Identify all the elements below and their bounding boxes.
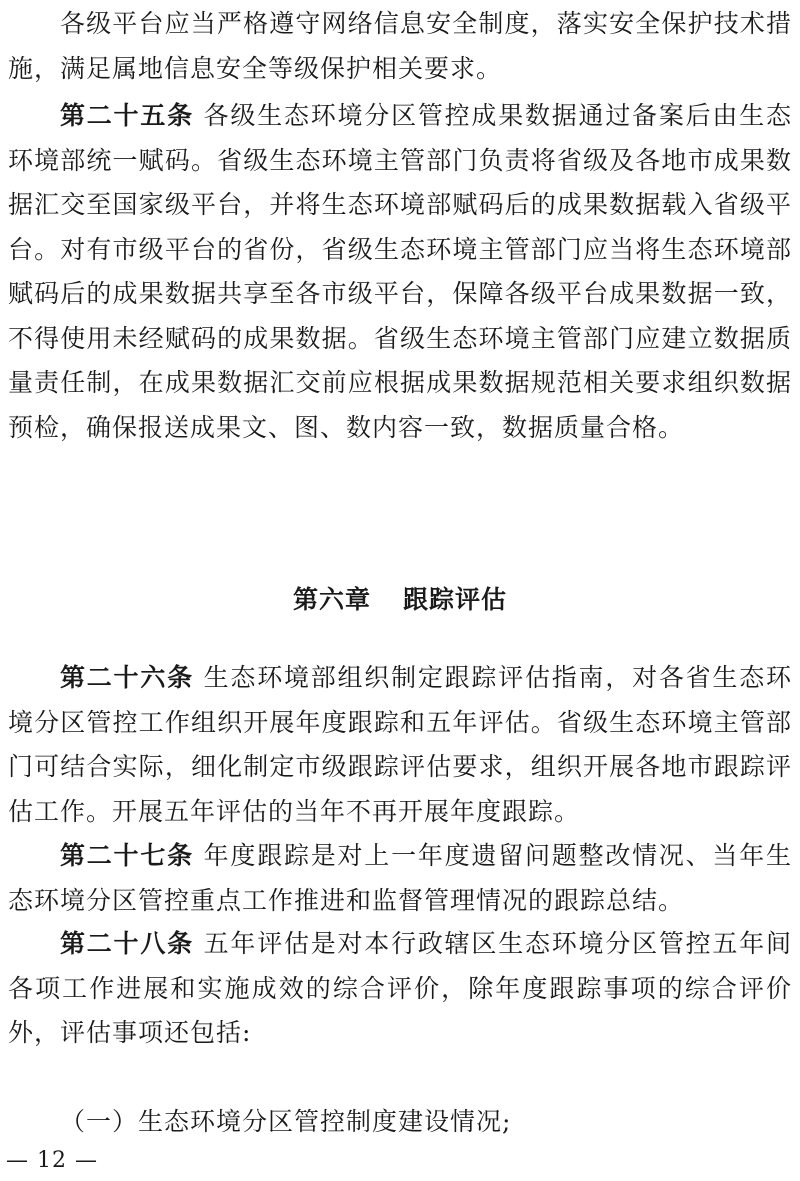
list-item-1 bbox=[8, 1100, 792, 1145]
list-item-text: （一）生态环境分区管控制度建设情况; bbox=[60, 1107, 512, 1136]
article-26 bbox=[8, 656, 792, 834]
article-spacer bbox=[194, 663, 204, 692]
chapter-heading bbox=[0, 580, 800, 620]
article-25-text: 各级生态环境分区管控成果数据通过备案后由生态环境部统一赋码。省级生态环境主管部门负责将省级及各地市成果数据汇交至国家级平台，并将生态环境部赋码后的成果数据载入省级平台。对有市级平台的省份，省级生态环境主管部门应当将生态环境部赋码后的成果数据共享至各市级平台，保障各级平台成果数据一致，不得使用未经赋码的成果数据。省级生态环境主管部门应建立数据质量责任制，在成果数据汇交前应根据成果数据规范相关要求组织数据预检，确保报送成果文、图、数内容一致，数据质量合格。 bbox=[8, 101, 792, 442]
article-27-text: 年度跟踪是对上一年度遗留问题整改情况、当年生态环境分区管控重点工作推进和监督管理情况的跟踪总结。 bbox=[8, 841, 792, 915]
chapter-title: 跟踪评估 bbox=[403, 585, 508, 614]
article-spacer bbox=[194, 841, 204, 870]
article-28-label: 第二十八条 bbox=[60, 929, 194, 958]
paragraph-text: 各级平台应当严格遵守网络信息安全制度，落实安全保护技术措施，满足属地信息安全等级保护相关要求。 bbox=[8, 9, 792, 83]
article-27-label: 第二十七条 bbox=[60, 841, 194, 870]
article-28 bbox=[8, 922, 792, 1056]
article-26-text: 生态环境部组织制定跟踪评估指南，对各省生态环境分区管控工作组织开展年度跟踪和五年评估。省级生态环境主管部门可结合实际，细化制定市级跟踪评估要求，组织开展各地市跟踪评估工作。开展五年评估的当年不再开展年度跟踪。 bbox=[8, 663, 792, 826]
article-28-text: 五年评估是对本行政辖区生态环境分区管控五年间各项工作进展和实施成效的综合评价，除年度跟踪事项的综合评价外，评估事项还包括: bbox=[8, 929, 792, 1047]
article-25 bbox=[8, 94, 792, 450]
article-27 bbox=[8, 834, 792, 923]
article-spacer bbox=[194, 101, 204, 130]
article-26-label: 第二十六条 bbox=[60, 663, 194, 692]
chapter-number: 第六章 bbox=[292, 585, 371, 614]
page-number: — 12 — bbox=[6, 1148, 98, 1173]
paragraph-security bbox=[8, 2, 792, 91]
article-spacer bbox=[194, 929, 204, 958]
article-25-label: 第二十五条 bbox=[60, 101, 194, 130]
